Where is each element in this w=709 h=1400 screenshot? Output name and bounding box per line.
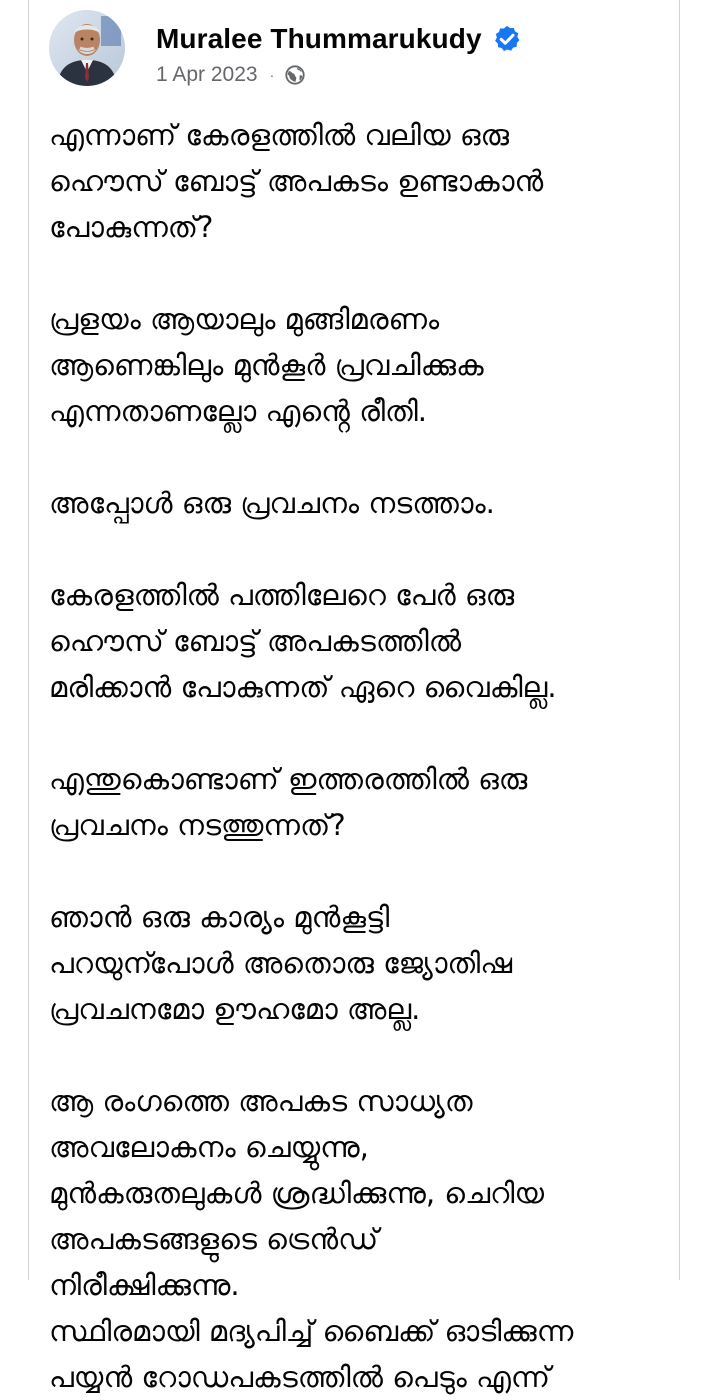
meta-separator: ·: [269, 67, 275, 83]
post-paragraph-2: പ്രളയം ആയാലും മുങ്ങിമരണം ആണെങ്കിലും മുൻകൂർ പ്രവചിക്കുക എന്നതാണല്ലോ എൻ്റെ രീതി.: [49, 302, 484, 428]
post-meta: [156, 63, 306, 87]
post-paragraph-5: എന്തുകൊണ്ടാണ് ഇത്തരത്തിൽ ഒരു പ്രവചനം നടത്തുന്നത്?: [49, 762, 528, 842]
post-card: [28, 0, 680, 1394]
post-paragraph-4: കേരളത്തിൽ പത്തിലേറെ പേർ ഒരു ഹൌസ് ബോട്ട് അപകടത്തിൽ മരിക്കാൻ പോകുന്നത് ഏറെ വൈകില്ല.: [49, 578, 557, 704]
avatar[interactable]: [49, 10, 125, 86]
globe-icon[interactable]: [284, 64, 306, 86]
post-paragraph-6: ഞാൻ ഒരു കാര്യം മുൻകൂട്ടി പറയുന്പോൾ അതൊരു ജ്യോതിഷ പ്രവചനമോ ഊഹമോ അല്ല.: [49, 900, 513, 1026]
post-paragraph-1: എന്നാണ് കേരളത്തിൽ വലിയ ഒരു ഹൌസ് ബോട്ട് അപകടം ഉണ്ടാകാൻ പോകുന്നത്?: [49, 118, 544, 244]
post-date[interactable]: 1 Apr 2023: [156, 63, 258, 86]
post-paragraph-3: അപ്പോൾ ഒരു പ്രവചനം നടത്താം.: [49, 486, 495, 520]
verified-badge-icon: [492, 24, 522, 54]
post-body: [49, 112, 661, 1400]
author-name-text[interactable]: Muralee Thummarukudy: [156, 23, 482, 54]
profile-photo-icon: [49, 10, 125, 86]
post-paragraph-7: ആ രംഗത്തെ അപകട സാധ്യത അവലോകനം ചെയ്യുന്നു, മുൻകരുതലുകൾ ശ്രദ്ധിക്കുന്നു, ചെറിയ അപകടങ്ങളുടെ ട്രെൻഡ് നിരീക്ഷിക്കുന്നു. സ്ഥിരമായി മദ്യപിച്ച് ബൈക്ക് ഓടിക്കുന്ന പയ്യൻ റോഡപകടത്തിൽ പെടും എന്ന്: [49, 1084, 574, 1394]
author-name[interactable]: [156, 23, 522, 55]
post-header: [49, 10, 649, 90]
